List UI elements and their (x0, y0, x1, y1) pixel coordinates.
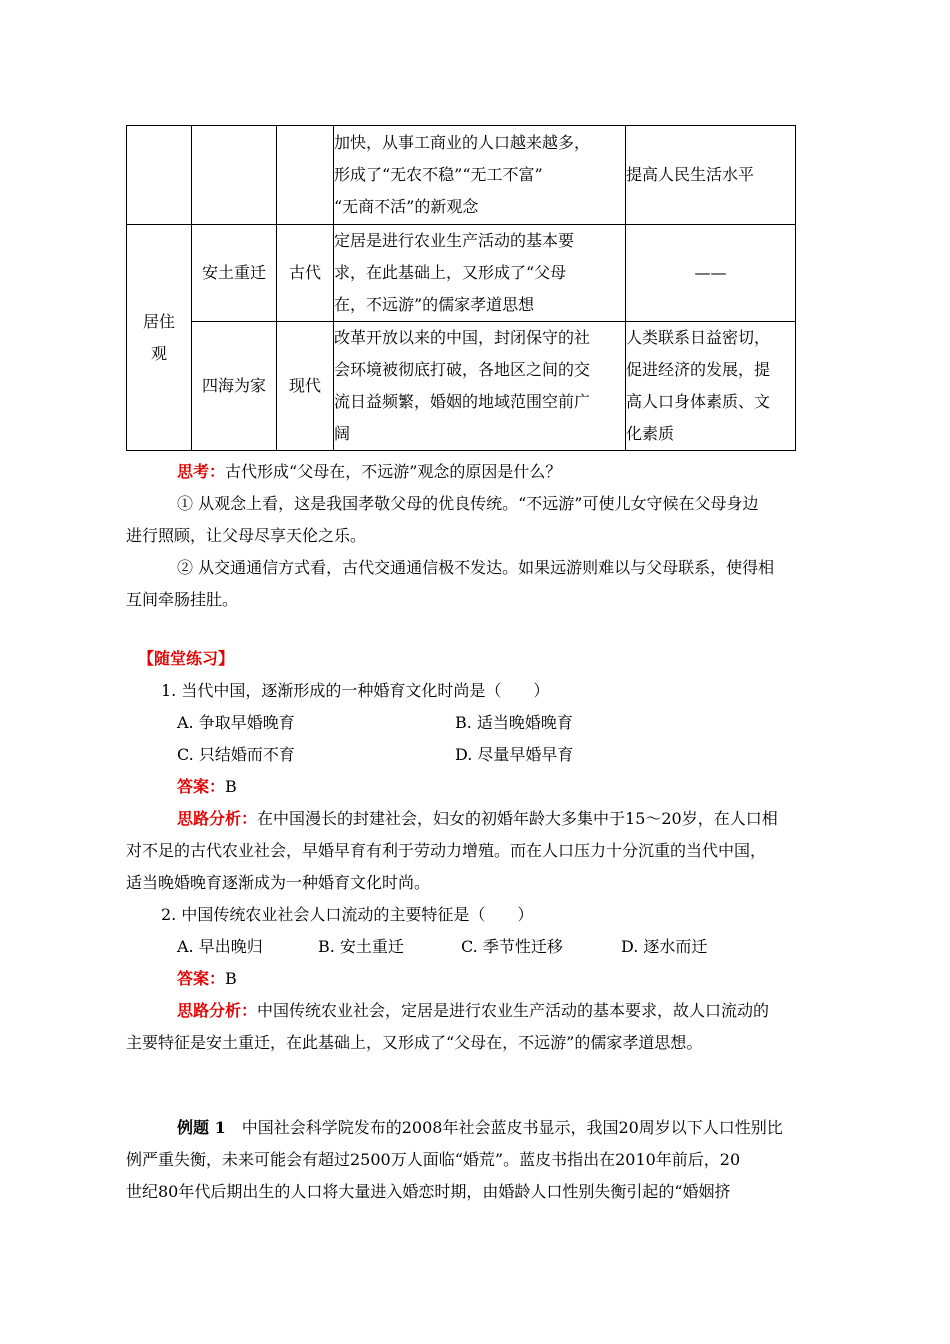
question-stem: 1. 当代中国，逐渐形成的一种婚育文化时尚是（ ） (161, 681, 550, 700)
answer-value: B (225, 969, 237, 988)
analysis-text: 中国传统农业社会，定居是进行农业生产活动的基本要求，故人口流动的 (257, 1001, 770, 1020)
table-cell (334, 126, 626, 225)
table-cell (626, 126, 796, 225)
table-cell (626, 322, 796, 451)
option-c: C. 只结婚而不育 (177, 745, 295, 764)
desc-line: 加快，从事工商业的人口越来越多， (334, 133, 591, 152)
option-b: B. 适当晚婚晚育 (455, 713, 573, 732)
category-cell (127, 225, 192, 451)
analysis-line (177, 998, 769, 1021)
desc-line: 形成了“无农不稳”“无工不富” (334, 165, 543, 184)
option-b: B. 安土重迁 (318, 937, 404, 956)
culture-table (126, 125, 796, 451)
option-a: A. 争取早婚晚育 (177, 713, 295, 732)
analysis-text: 适当晚婚晚育逐渐成为一种婚育文化时尚。 (126, 873, 431, 892)
analysis-text: 对不足的古代农业社会，早婚早育有利于劳动力增殖。而在人口压力十分沉重的当代中国， (126, 841, 767, 860)
effect-text: 提高人民生活水平 (626, 165, 755, 184)
example-label: 例题 1 (177, 1118, 226, 1137)
category-line: 观 (150, 343, 167, 363)
think-label: 思考： (177, 462, 226, 481)
desc-line: “无商不活”的新观念 (334, 197, 479, 216)
table-cell (334, 322, 626, 451)
table-cell (127, 126, 192, 225)
table-cell (192, 126, 277, 225)
answer-label: 答案： (177, 777, 226, 796)
option-d: D. 逐水而迁 (621, 937, 708, 956)
effect-line: 化素质 (626, 424, 675, 443)
think-paragraph: ① 从观念上看，这是我国孝敬父母的优良传统。“不远游”可使儿女守候在父母身边 (177, 494, 759, 513)
desc-line: 阔 (334, 424, 351, 443)
analysis-label: 思路分析： (177, 809, 258, 828)
desc-line: 求，在此基础上，又形成了“父母 (334, 263, 567, 282)
think-question-line (177, 459, 561, 482)
answer-line (177, 774, 237, 797)
example-text: 中国社会科学院发布的2008年社会蓝皮书显示，我国20周岁以下人口性别比 (241, 1118, 783, 1137)
answer-line (177, 966, 237, 989)
category-line: 居住 (142, 311, 175, 331)
answer-label: 答案： (177, 969, 226, 988)
think-question: 古代形成“父母在，不远游”观念的原因是什么？ (225, 462, 562, 481)
think-paragraph: ② 从交通通信方式看，古代交通通信极不发达。如果远游则难以与父母联系，使得相 (177, 558, 775, 577)
desc-line: 流日益频繁，婚姻的地域范围空前广 (334, 392, 591, 411)
concept-cell: 安土重迁 (192, 225, 277, 322)
table-row (127, 322, 796, 451)
analysis-line (177, 806, 778, 829)
desc-line: 定居是进行农业生产活动的基本要 (334, 231, 575, 250)
effect-line: 高人口身体素质、文 (626, 392, 771, 411)
example-line (177, 1115, 783, 1138)
table-row (127, 225, 796, 322)
example-text: 世纪80年代后期出生的人口将大量进入婚恋时期，由婚龄人口性别失衡引起的“婚姻挤 (126, 1182, 731, 1201)
analysis-label: 思路分析： (177, 1001, 258, 1020)
table-cell (277, 126, 334, 225)
effect-line: 促进经济的发展，提 (626, 360, 771, 379)
think-paragraph: 进行照顾，让父母尽享天伦之乐。 (126, 526, 367, 545)
era-cell: 现代 (277, 322, 334, 451)
era-cell: 古代 (277, 225, 334, 322)
effect-line: 人类联系日益密切， (626, 328, 771, 347)
answer-value: B (225, 777, 237, 796)
think-paragraph: 互间牵肠挂肚。 (126, 590, 239, 609)
example-text: 例严重失衡，未来可能会有超过2500万人面临“婚荒”。蓝皮书指出在2010年前后，20 (126, 1150, 741, 1169)
effect-cell: —— (626, 225, 796, 322)
table-cell (334, 225, 626, 322)
desc-line: 会环境被彻底打破，各地区之间的交 (334, 360, 591, 379)
option-a: A. 早出晚归 (177, 937, 263, 956)
analysis-text: 主要特征是安土重迁，在此基础上，又形成了“父母在，不远游”的儒家孝道思想。 (126, 1033, 703, 1052)
table-row (127, 126, 796, 225)
question-stem: 2. 中国传统农业社会人口流动的主要特征是（ ） (161, 905, 534, 924)
desc-line: 在，不远游”的儒家孝道思想 (334, 295, 535, 314)
analysis-text: 在中国漫长的封建社会，妇女的初婚年龄大多集中于15～20岁，在人口相 (257, 809, 778, 828)
section-heading: 【随堂练习】 (138, 649, 235, 668)
desc-line: 改革开放以来的中国，封闭保守的社 (334, 328, 591, 347)
option-c: C. 季节性迁移 (461, 937, 563, 956)
concept-cell: 四海为家 (192, 322, 277, 451)
option-d: D. 尽量早婚早育 (455, 745, 574, 764)
